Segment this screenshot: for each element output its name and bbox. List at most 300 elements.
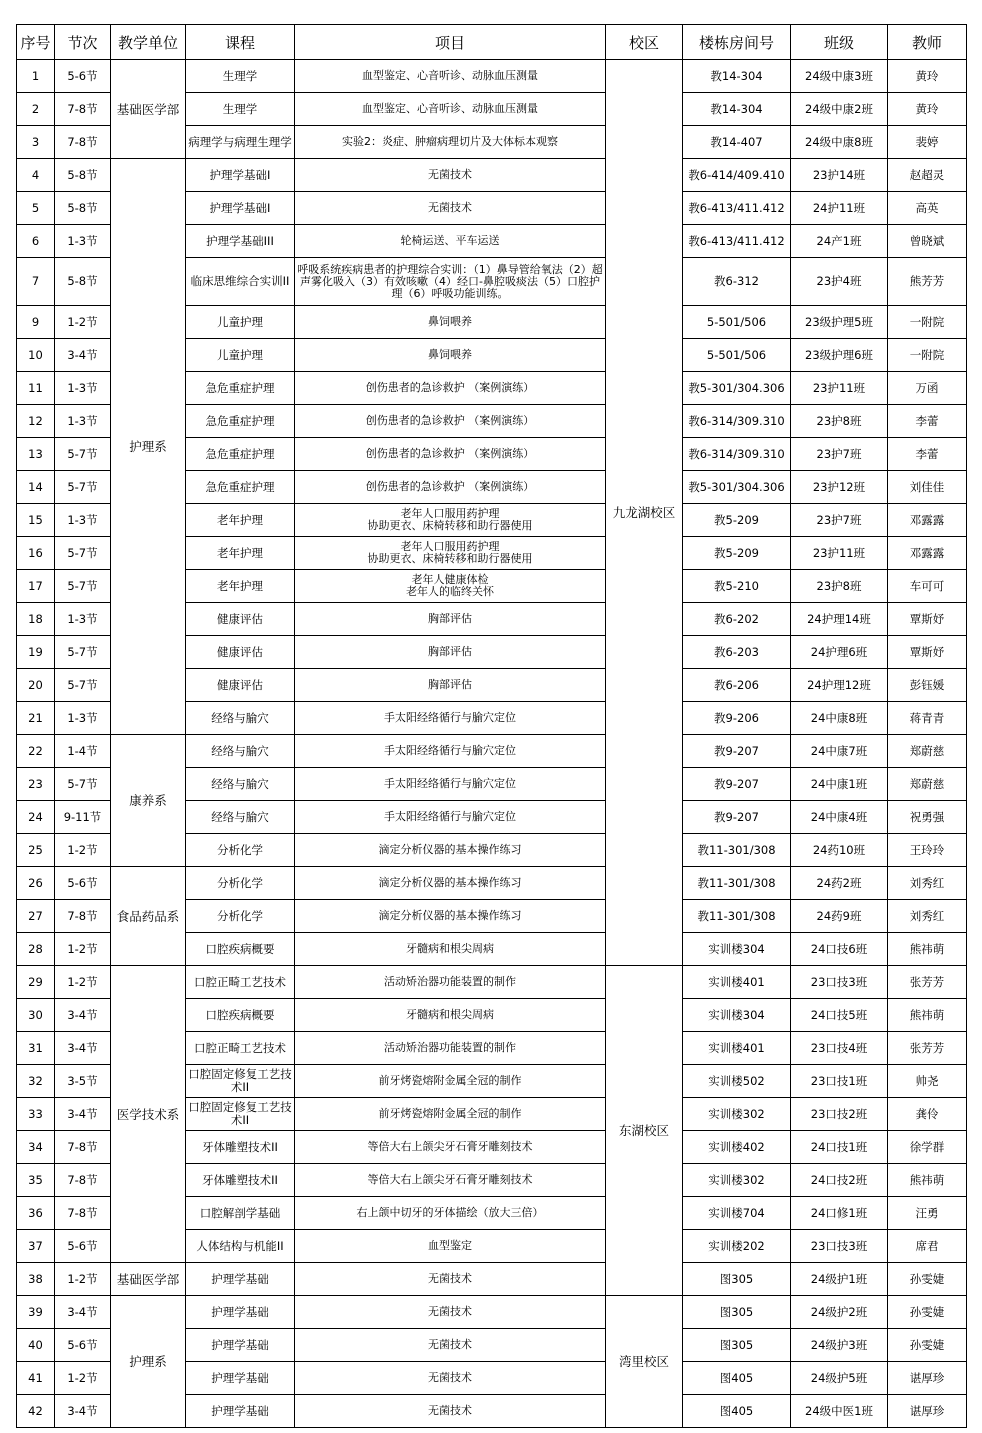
row-period: 1-3节 bbox=[55, 504, 111, 537]
table-row bbox=[17, 159, 967, 192]
row-teacher: 一附院 bbox=[888, 306, 967, 339]
row-course: 护理学基础III bbox=[186, 225, 295, 258]
row-number: 39 bbox=[17, 1296, 55, 1329]
row-class: 24级中康2班 bbox=[791, 93, 888, 126]
row-course: 分析化学 bbox=[186, 867, 295, 900]
row-class: 23护12班 bbox=[791, 471, 888, 504]
row-room: 实训楼302 bbox=[683, 1098, 791, 1131]
row-class: 24药9班 bbox=[791, 900, 888, 933]
row-project bbox=[295, 339, 606, 372]
row-period: 7-8节 bbox=[55, 900, 111, 933]
row-project bbox=[295, 834, 606, 867]
row-number: 40 bbox=[17, 1329, 55, 1362]
row-class: 24护理6班 bbox=[791, 636, 888, 669]
row-course: 口腔固定修复工艺技术II bbox=[186, 1098, 295, 1131]
row-course: 生理学 bbox=[186, 60, 295, 93]
row-course: 口腔疾病概要 bbox=[186, 933, 295, 966]
row-teacher: 邓露露 bbox=[888, 537, 967, 570]
project-line: 等倍大右上颌尖牙石膏牙雕刻技术 bbox=[367, 1173, 533, 1186]
row-number: 17 bbox=[17, 570, 55, 603]
row-course: 经络与腧穴 bbox=[186, 702, 295, 735]
row-course: 经络与腧穴 bbox=[186, 735, 295, 768]
row-project bbox=[295, 702, 606, 735]
row-class: 23级护理6班 bbox=[791, 339, 888, 372]
header-no: 序号 bbox=[17, 25, 55, 60]
row-project bbox=[295, 867, 606, 900]
row-course: 分析化学 bbox=[186, 900, 295, 933]
row-class: 23护8班 bbox=[791, 570, 888, 603]
header-teacher: 教师 bbox=[888, 25, 967, 60]
row-course: 护理学基础 bbox=[186, 1329, 295, 1362]
row-class: 24产1班 bbox=[791, 225, 888, 258]
row-period: 7-8节 bbox=[55, 93, 111, 126]
campus-cell: 湾里校区 bbox=[606, 1296, 683, 1428]
row-room: 教6-202 bbox=[683, 603, 791, 636]
project-line: 呼吸系统疾病患者的护理综合实训：（1）鼻导管给氧法（2）超声雾化吸入（3）有效咳嗽（4）经口-鼻腔吸痰法（5）口腔护理（6）呼吸功能训练。 bbox=[297, 262, 603, 300]
row-number: 37 bbox=[17, 1230, 55, 1263]
row-period: 5-7节 bbox=[55, 669, 111, 702]
row-project bbox=[295, 1197, 606, 1230]
row-class: 24级护5班 bbox=[791, 1362, 888, 1395]
row-number: 25 bbox=[17, 834, 55, 867]
header-course: 课程 bbox=[186, 25, 295, 60]
row-teacher: 刘秀红 bbox=[888, 867, 967, 900]
project-line: 牙髓病和根尖周病 bbox=[406, 942, 494, 955]
row-teacher: 覃斯妤 bbox=[888, 636, 967, 669]
row-room: 教6-206 bbox=[683, 669, 791, 702]
project-line: 手太阳经络循行与腧穴定位 bbox=[384, 777, 516, 790]
row-period: 3-4节 bbox=[55, 999, 111, 1032]
project-line: 协助更衣、床椅转移和助行器使用 bbox=[367, 552, 533, 565]
row-project bbox=[295, 504, 606, 537]
project-line: 胸部评估 bbox=[428, 645, 472, 658]
row-project bbox=[295, 1263, 606, 1296]
row-course: 急危重症护理 bbox=[186, 405, 295, 438]
row-number: 14 bbox=[17, 471, 55, 504]
row-class: 24级中康3班 bbox=[791, 60, 888, 93]
project-line: 手太阳经络循行与腧穴定位 bbox=[384, 810, 516, 823]
project-line: 滴定分析仪器的基本操作练习 bbox=[378, 876, 522, 889]
row-course: 经络与腧穴 bbox=[186, 768, 295, 801]
row-project bbox=[295, 669, 606, 702]
row-period: 5-7节 bbox=[55, 768, 111, 801]
row-room: 教14-304 bbox=[683, 60, 791, 93]
row-project bbox=[295, 93, 606, 126]
row-period: 1-2节 bbox=[55, 1263, 111, 1296]
row-period: 5-8节 bbox=[55, 192, 111, 225]
row-number: 1 bbox=[17, 60, 55, 93]
row-teacher: 刘佳佳 bbox=[888, 471, 967, 504]
row-course: 护理学基础I bbox=[186, 159, 295, 192]
project-line: 创伤患者的急诊救护 （案例演练） bbox=[365, 447, 535, 460]
row-project bbox=[295, 768, 606, 801]
row-room: 实训楼304 bbox=[683, 999, 791, 1032]
row-period: 9-11节 bbox=[55, 801, 111, 834]
campus-cell: 九龙湖校区 bbox=[606, 60, 683, 966]
row-period: 1-2节 bbox=[55, 306, 111, 339]
row-room: 教11-301/308 bbox=[683, 834, 791, 867]
project-line: 实验2：炎症、肿瘤病理切片及大体标本观察 bbox=[342, 135, 558, 148]
row-period: 5-8节 bbox=[55, 258, 111, 306]
row-period: 1-4节 bbox=[55, 735, 111, 768]
row-period: 7-8节 bbox=[55, 1131, 111, 1164]
row-project bbox=[295, 1164, 606, 1197]
department-cell: 护理系 bbox=[111, 159, 186, 735]
row-period: 7-8节 bbox=[55, 1197, 111, 1230]
row-period: 1-2节 bbox=[55, 1362, 111, 1395]
row-period: 1-2节 bbox=[55, 834, 111, 867]
project-line: 活动矫治器功能装置的制作 bbox=[384, 975, 516, 988]
row-period: 5-6节 bbox=[55, 60, 111, 93]
row-period: 1-2节 bbox=[55, 966, 111, 999]
row-teacher: 裴婷 bbox=[888, 126, 967, 159]
row-project bbox=[295, 1032, 606, 1065]
row-room: 教5-301/304.306 bbox=[683, 471, 791, 504]
header-room: 楼栋房间号 bbox=[683, 25, 791, 60]
row-course: 健康评估 bbox=[186, 669, 295, 702]
row-class: 24中康8班 bbox=[791, 702, 888, 735]
header-department: 教学单位 bbox=[111, 25, 186, 60]
row-project bbox=[295, 1098, 606, 1131]
row-teacher: 张芳芳 bbox=[888, 966, 967, 999]
row-room: 教5-209 bbox=[683, 537, 791, 570]
row-project bbox=[295, 570, 606, 603]
row-period: 1-3节 bbox=[55, 702, 111, 735]
row-class: 24护理14班 bbox=[791, 603, 888, 636]
row-number: 42 bbox=[17, 1395, 55, 1428]
row-class: 24口技1班 bbox=[791, 1131, 888, 1164]
row-course: 护理学基础I bbox=[186, 192, 295, 225]
row-number: 11 bbox=[17, 372, 55, 405]
header-project: 项目 bbox=[295, 25, 606, 60]
row-course: 病理学与病理生理学 bbox=[186, 126, 295, 159]
row-period: 1-3节 bbox=[55, 225, 111, 258]
row-course: 临床思维综合实训II bbox=[186, 258, 295, 306]
row-class: 24级中康8班 bbox=[791, 126, 888, 159]
row-project bbox=[295, 1230, 606, 1263]
table-row bbox=[17, 735, 967, 768]
row-period: 1-3节 bbox=[55, 405, 111, 438]
row-period: 5-7节 bbox=[55, 570, 111, 603]
row-course: 口腔解剖学基础 bbox=[186, 1197, 295, 1230]
row-class: 23护8班 bbox=[791, 405, 888, 438]
row-period: 3-4节 bbox=[55, 1395, 111, 1428]
project-line: 鼻饲喂养 bbox=[428, 348, 472, 361]
row-period: 3-4节 bbox=[55, 1098, 111, 1131]
row-project bbox=[295, 438, 606, 471]
row-room: 教5-301/304.306 bbox=[683, 372, 791, 405]
row-class: 24中康4班 bbox=[791, 801, 888, 834]
row-period: 7-8节 bbox=[55, 126, 111, 159]
project-line: 活动矫治器功能装置的制作 bbox=[384, 1041, 516, 1054]
row-teacher: 车可可 bbox=[888, 570, 967, 603]
department-cell: 护理系 bbox=[111, 1296, 186, 1428]
row-project bbox=[295, 801, 606, 834]
row-class: 24中康1班 bbox=[791, 768, 888, 801]
row-room: 教14-407 bbox=[683, 126, 791, 159]
row-room: 实训楼401 bbox=[683, 1032, 791, 1065]
row-class: 24口修1班 bbox=[791, 1197, 888, 1230]
row-class: 24中康7班 bbox=[791, 735, 888, 768]
row-room: 教11-301/308 bbox=[683, 867, 791, 900]
row-project bbox=[295, 192, 606, 225]
row-room: 图305 bbox=[683, 1329, 791, 1362]
row-class: 24级中医1班 bbox=[791, 1395, 888, 1428]
row-course: 牙体雕塑技术II bbox=[186, 1164, 295, 1197]
row-course: 急危重症护理 bbox=[186, 438, 295, 471]
row-number: 22 bbox=[17, 735, 55, 768]
row-room: 教6-314/309.310 bbox=[683, 438, 791, 471]
row-class: 24口技2班 bbox=[791, 1164, 888, 1197]
row-period: 5-6节 bbox=[55, 1329, 111, 1362]
row-teacher: 席君 bbox=[888, 1230, 967, 1263]
row-class: 23护11班 bbox=[791, 537, 888, 570]
row-room: 教6-203 bbox=[683, 636, 791, 669]
project-line: 胸部评估 bbox=[428, 678, 472, 691]
row-number: 30 bbox=[17, 999, 55, 1032]
row-teacher: 徐学群 bbox=[888, 1131, 967, 1164]
row-number: 4 bbox=[17, 159, 55, 192]
row-number: 36 bbox=[17, 1197, 55, 1230]
row-project bbox=[295, 735, 606, 768]
row-course: 护理学基础 bbox=[186, 1362, 295, 1395]
row-number: 41 bbox=[17, 1362, 55, 1395]
table-row bbox=[17, 1263, 967, 1296]
row-course: 儿童护理 bbox=[186, 339, 295, 372]
row-course: 儿童护理 bbox=[186, 306, 295, 339]
project-line: 协助更衣、床椅转移和助行器使用 bbox=[367, 519, 533, 532]
table-row bbox=[17, 1296, 967, 1329]
row-teacher: 龚伶 bbox=[888, 1098, 967, 1131]
project-line: 老年人的临终关怀 bbox=[406, 585, 494, 598]
row-period: 5-7节 bbox=[55, 636, 111, 669]
project-line: 轮椅运送、平车运送 bbox=[400, 234, 500, 247]
row-teacher: 谌厚珍 bbox=[888, 1395, 967, 1428]
schedule-table bbox=[16, 24, 967, 1428]
row-room: 图305 bbox=[683, 1263, 791, 1296]
project-line: 手太阳经络循行与腧穴定位 bbox=[384, 711, 516, 724]
row-course: 护理学基础 bbox=[186, 1395, 295, 1428]
schedule-body bbox=[17, 60, 967, 1428]
row-number: 19 bbox=[17, 636, 55, 669]
row-class: 23护11班 bbox=[791, 372, 888, 405]
row-teacher: 赵超灵 bbox=[888, 159, 967, 192]
row-period: 3-4节 bbox=[55, 1296, 111, 1329]
row-teacher: 高英 bbox=[888, 192, 967, 225]
row-room: 实训楼304 bbox=[683, 933, 791, 966]
row-teacher: 王玲玲 bbox=[888, 834, 967, 867]
project-line: 老年人口服用药护理 bbox=[400, 540, 500, 553]
row-class: 23口技3班 bbox=[791, 1230, 888, 1263]
row-course: 老年护理 bbox=[186, 570, 295, 603]
table-row bbox=[17, 60, 967, 93]
row-class: 23口技1班 bbox=[791, 1065, 888, 1098]
row-project bbox=[295, 900, 606, 933]
row-number: 2 bbox=[17, 93, 55, 126]
row-project bbox=[295, 1131, 606, 1164]
row-teacher: 一附院 bbox=[888, 339, 967, 372]
row-room: 图405 bbox=[683, 1362, 791, 1395]
row-project bbox=[295, 933, 606, 966]
row-room: 教6-314/309.310 bbox=[683, 405, 791, 438]
department-cell: 医学技术系 bbox=[111, 966, 186, 1263]
header-row bbox=[17, 25, 967, 60]
row-number: 6 bbox=[17, 225, 55, 258]
project-line: 滴定分析仪器的基本操作练习 bbox=[378, 843, 522, 856]
row-project bbox=[295, 306, 606, 339]
row-number: 10 bbox=[17, 339, 55, 372]
row-class: 24级护2班 bbox=[791, 1296, 888, 1329]
row-class: 24级护1班 bbox=[791, 1263, 888, 1296]
row-room: 实训楼401 bbox=[683, 966, 791, 999]
row-period: 5-6节 bbox=[55, 1230, 111, 1263]
row-project bbox=[295, 1296, 606, 1329]
row-course: 健康评估 bbox=[186, 603, 295, 636]
project-line: 血型鉴定 bbox=[428, 1239, 472, 1252]
row-class: 24药10班 bbox=[791, 834, 888, 867]
row-number: 7 bbox=[17, 258, 55, 306]
row-period: 3-4节 bbox=[55, 339, 111, 372]
row-room: 教5-209 bbox=[683, 504, 791, 537]
project-line: 老年人口服用药护理 bbox=[400, 507, 500, 520]
row-teacher: 帅尧 bbox=[888, 1065, 967, 1098]
row-class: 23口技3班 bbox=[791, 966, 888, 999]
row-period: 1-3节 bbox=[55, 603, 111, 636]
row-teacher: 刘秀红 bbox=[888, 900, 967, 933]
row-teacher: 黄玲 bbox=[888, 60, 967, 93]
project-line: 前牙烤瓷熔附金属全冠的制作 bbox=[378, 1107, 522, 1120]
row-number: 35 bbox=[17, 1164, 55, 1197]
row-project bbox=[295, 603, 606, 636]
row-teacher: 孙雯婕 bbox=[888, 1329, 967, 1362]
row-number: 29 bbox=[17, 966, 55, 999]
row-teacher: 汪勇 bbox=[888, 1197, 967, 1230]
project-line: 无菌技术 bbox=[428, 1272, 472, 1285]
row-course: 牙体雕塑技术II bbox=[186, 1131, 295, 1164]
row-class: 23口技2班 bbox=[791, 1098, 888, 1131]
row-room: 实训楼302 bbox=[683, 1164, 791, 1197]
row-class: 24级护3班 bbox=[791, 1329, 888, 1362]
row-room: 图305 bbox=[683, 1296, 791, 1329]
row-room: 教9-207 bbox=[683, 768, 791, 801]
project-line: 无菌技术 bbox=[428, 1305, 472, 1318]
row-project bbox=[295, 405, 606, 438]
row-teacher: 覃斯妤 bbox=[888, 603, 967, 636]
row-project bbox=[295, 1065, 606, 1098]
row-teacher: 彭钰媛 bbox=[888, 669, 967, 702]
row-number: 24 bbox=[17, 801, 55, 834]
project-line: 血型鉴定、心音听诊、动脉血压测量 bbox=[362, 69, 538, 82]
row-number: 27 bbox=[17, 900, 55, 933]
row-number: 33 bbox=[17, 1098, 55, 1131]
row-teacher: 郑蔚慈 bbox=[888, 768, 967, 801]
row-room: 教14-304 bbox=[683, 93, 791, 126]
row-teacher: 孙雯婕 bbox=[888, 1296, 967, 1329]
row-project bbox=[295, 537, 606, 570]
row-room: 教11-301/308 bbox=[683, 900, 791, 933]
header-campus: 校区 bbox=[606, 25, 683, 60]
row-teacher: 熊祎萌 bbox=[888, 999, 967, 1032]
row-period: 1-3节 bbox=[55, 372, 111, 405]
project-line: 创伤患者的急诊救护 （案例演练） bbox=[365, 480, 535, 493]
row-course: 经络与腧穴 bbox=[186, 801, 295, 834]
row-room: 教9-207 bbox=[683, 735, 791, 768]
campus-cell: 东湖校区 bbox=[606, 966, 683, 1296]
row-course: 老年护理 bbox=[186, 537, 295, 570]
row-project bbox=[295, 636, 606, 669]
row-project bbox=[295, 1329, 606, 1362]
row-class: 24口技5班 bbox=[791, 999, 888, 1032]
row-course: 护理学基础 bbox=[186, 1296, 295, 1329]
row-room: 实训楼502 bbox=[683, 1065, 791, 1098]
row-course: 生理学 bbox=[186, 93, 295, 126]
department-cell: 康养系 bbox=[111, 735, 186, 867]
row-number: 18 bbox=[17, 603, 55, 636]
row-room: 5-501/506 bbox=[683, 306, 791, 339]
row-period: 3-5节 bbox=[55, 1065, 111, 1098]
row-teacher: 祝勇强 bbox=[888, 801, 967, 834]
project-line: 右上颌中切牙的牙体描绘（放大三倍） bbox=[356, 1206, 544, 1219]
row-class: 24药2班 bbox=[791, 867, 888, 900]
row-teacher: 万函 bbox=[888, 372, 967, 405]
row-number: 12 bbox=[17, 405, 55, 438]
row-teacher: 谌厚珍 bbox=[888, 1362, 967, 1395]
project-line: 无菌技术 bbox=[428, 1371, 472, 1384]
row-number: 26 bbox=[17, 867, 55, 900]
row-project bbox=[295, 966, 606, 999]
row-course: 老年护理 bbox=[186, 504, 295, 537]
row-project bbox=[295, 225, 606, 258]
row-number: 31 bbox=[17, 1032, 55, 1065]
row-course: 急危重症护理 bbox=[186, 471, 295, 504]
row-course: 护理学基础 bbox=[186, 1263, 295, 1296]
department-cell: 基础医学部 bbox=[111, 60, 186, 159]
row-period: 5-7节 bbox=[55, 537, 111, 570]
row-period: 5-7节 bbox=[55, 471, 111, 504]
row-class: 23级护理5班 bbox=[791, 306, 888, 339]
row-number: 28 bbox=[17, 933, 55, 966]
project-line: 创伤患者的急诊救护 （案例演练） bbox=[365, 381, 535, 394]
row-teacher: 李蕾 bbox=[888, 405, 967, 438]
row-class: 24口技6班 bbox=[791, 933, 888, 966]
row-project bbox=[295, 372, 606, 405]
row-number: 23 bbox=[17, 768, 55, 801]
row-room: 实训楼704 bbox=[683, 1197, 791, 1230]
row-project bbox=[295, 999, 606, 1032]
row-room: 实训楼402 bbox=[683, 1131, 791, 1164]
row-room: 教5-210 bbox=[683, 570, 791, 603]
project-line: 手太阳经络循行与腧穴定位 bbox=[384, 744, 516, 757]
row-teacher: 曾晓斌 bbox=[888, 225, 967, 258]
row-room: 教6-413/411.412 bbox=[683, 192, 791, 225]
department-cell: 食品药品系 bbox=[111, 867, 186, 966]
row-number: 32 bbox=[17, 1065, 55, 1098]
row-room: 教6-312 bbox=[683, 258, 791, 306]
row-period: 5-6节 bbox=[55, 867, 111, 900]
row-project bbox=[295, 126, 606, 159]
row-course: 健康评估 bbox=[186, 636, 295, 669]
row-number: 5 bbox=[17, 192, 55, 225]
row-class: 23护14班 bbox=[791, 159, 888, 192]
project-line: 滴定分析仪器的基本操作练习 bbox=[378, 909, 522, 922]
project-line: 胸部评估 bbox=[428, 612, 472, 625]
row-project bbox=[295, 159, 606, 192]
row-period: 1-2节 bbox=[55, 933, 111, 966]
row-number: 13 bbox=[17, 438, 55, 471]
row-room: 5-501/506 bbox=[683, 339, 791, 372]
row-room: 教9-206 bbox=[683, 702, 791, 735]
row-room: 实训楼202 bbox=[683, 1230, 791, 1263]
